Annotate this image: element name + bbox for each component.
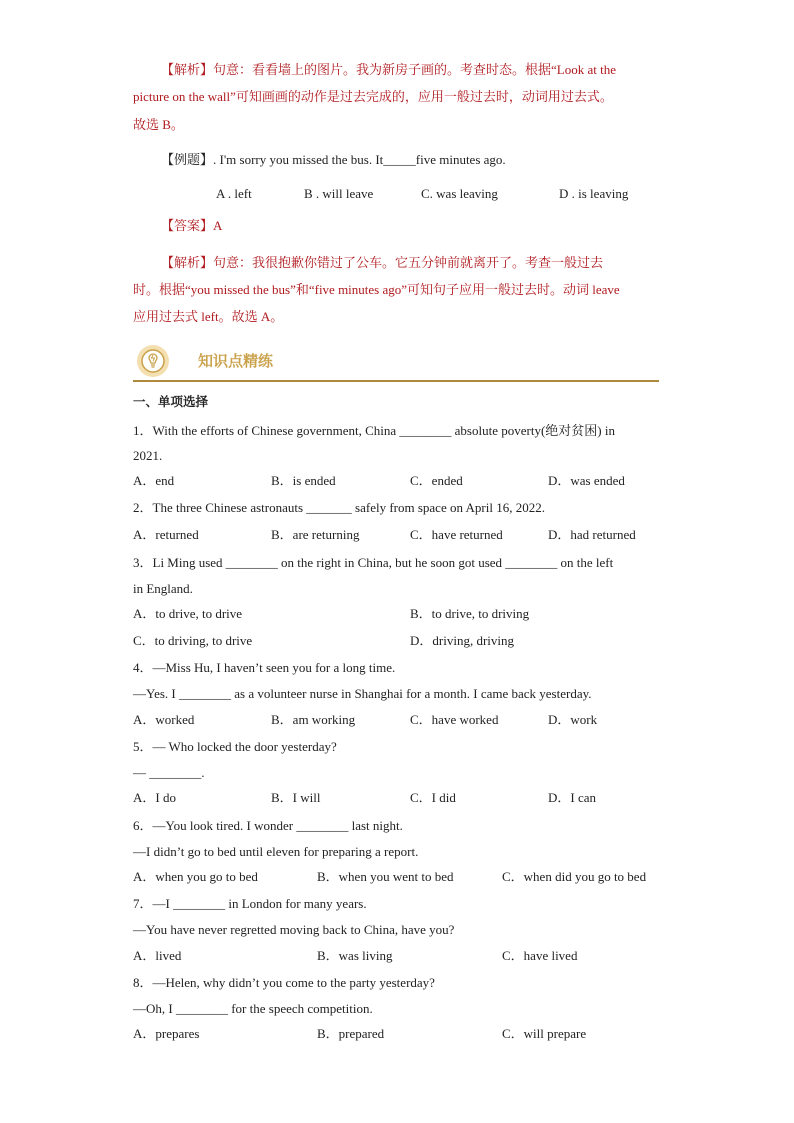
- question-8-line-1: 8．—Helen, why didn’t you come to the party yesterday?: [133, 975, 435, 990]
- part-heading: 一、单项选择: [133, 394, 209, 409]
- lightbulb-icon: [134, 344, 172, 378]
- example-option-c: C. was leaving: [421, 186, 498, 201]
- question-3-option-c: C．to driving, to drive: [133, 633, 253, 648]
- question-3-line-1: 3．Li Ming used ________ on the right in China, but he soon got used ________ on the left: [133, 555, 614, 570]
- question-8-option-b: B．prepared: [317, 1026, 385, 1041]
- question-3-option-d: D．driving, driving: [410, 633, 514, 648]
- question-5-option-d: D．I can: [548, 790, 597, 805]
- question-7-option-b: B．was living: [317, 948, 393, 963]
- question-2-option-d: D．had returned: [548, 527, 636, 542]
- example-question-text: . I'm sorry you missed the bus. It_____five minutes ago.: [213, 152, 506, 167]
- question-2-option-a: A．returned: [133, 527, 199, 542]
- analysis-line-3: 故选 B。: [133, 117, 184, 132]
- example-option-a: A . left: [216, 186, 252, 201]
- question-1-line-1: 1．With the efforts of Chinese government, China ________ absolute poverty(绝对贫困) in: [133, 423, 615, 438]
- question-7-line-1: 7．—I ________ in London for many years.: [133, 896, 367, 911]
- question-1-option-b: B．is ended: [271, 473, 336, 488]
- question-8-option-a: A．prepares: [133, 1026, 200, 1041]
- question-5-option-a: A．I do: [133, 790, 176, 805]
- question-4-line-2: —Yes. I ________ as a volunteer nurse in Shanghai for a month. I came back yesterday.: [133, 686, 592, 701]
- example-answer: 【答案】A: [161, 218, 223, 233]
- example-analysis-line-3: 应用过去式 left。故选 A。: [133, 309, 284, 324]
- question-4-option-d: D．work: [548, 712, 598, 727]
- question-8-option-c: C．will prepare: [502, 1026, 587, 1041]
- question-4-option-a: A．worked: [133, 712, 195, 727]
- question-4-line-1: 4．—Miss Hu, I haven’t seen you for a long time.: [133, 660, 396, 675]
- question-5-option-b: B．I will: [271, 790, 321, 805]
- example-option-b: B . will leave: [304, 186, 374, 201]
- question-2-line-1: 2．The three Chinese astronauts _______ safely from space on April 16, 2022.: [133, 500, 545, 515]
- question-5-option-c: C．I did: [410, 790, 456, 805]
- question-3-option-a: A．to drive, to drive: [133, 606, 243, 621]
- question-2-option-b: B．are returning: [271, 527, 360, 542]
- question-3-option-b: B．to drive, to driving: [410, 606, 530, 621]
- example-analysis-line-2: 时。根据“you missed the bus”和“five minutes ago”可知句子应用一般过去时。动词 leave: [133, 282, 620, 297]
- question-7-option-a: A．lived: [133, 948, 182, 963]
- section-divider: [133, 380, 659, 382]
- question-8-line-2: —Oh, I ________ for the speech competition.: [133, 1001, 373, 1016]
- question-5-line-1: 5．— Who locked the door yesterday?: [133, 739, 337, 754]
- example-label: 【例题】: [161, 152, 214, 167]
- question-6-option-c: C．when did you go to bed: [502, 869, 647, 884]
- question-6-option-a: A．when you go to bed: [133, 869, 258, 884]
- question-3-line-2: in England.: [133, 581, 193, 596]
- question-1-option-a: A．end: [133, 473, 175, 488]
- question-6-line-1: 6．—You look tired. I wonder ________ last night.: [133, 818, 403, 833]
- question-2-option-c: C．have returned: [410, 527, 503, 542]
- question-1-option-c: C．ended: [410, 473, 463, 488]
- question-6-option-b: B．when you went to bed: [317, 869, 454, 884]
- section-title: 知识点精练: [198, 352, 274, 370]
- question-4-option-b: B．am working: [271, 712, 356, 727]
- question-5-line-2: — ________.: [133, 765, 205, 780]
- example-question: [161, 152, 506, 168]
- analysis-line-2: picture on the wall”可知画画的动作是过去完成的，应用一般过去时，动词用过去式。: [133, 89, 613, 104]
- question-4-option-c: C．have worked: [410, 712, 499, 727]
- question-1-line-2: 2021.: [133, 448, 163, 463]
- question-6-line-2: —I didn’t go to bed until eleven for preparing a report.: [133, 844, 419, 859]
- question-1-option-d: D．was ended: [548, 473, 625, 488]
- question-7-line-2: —You have never regretted moving back to China, have you?: [133, 922, 455, 937]
- example-analysis-line-1: 【解析】句意：我很抱歉你错过了公车。它五分钟前就离开了。考查一般过去: [161, 255, 604, 270]
- example-option-d: D . is leaving: [559, 186, 629, 201]
- analysis-line-1: 【解析】句意：看看墙上的图片。我为新房子画的。考查时态。根据“Look at the: [161, 62, 616, 77]
- question-7-option-c: C．have lived: [502, 948, 578, 963]
